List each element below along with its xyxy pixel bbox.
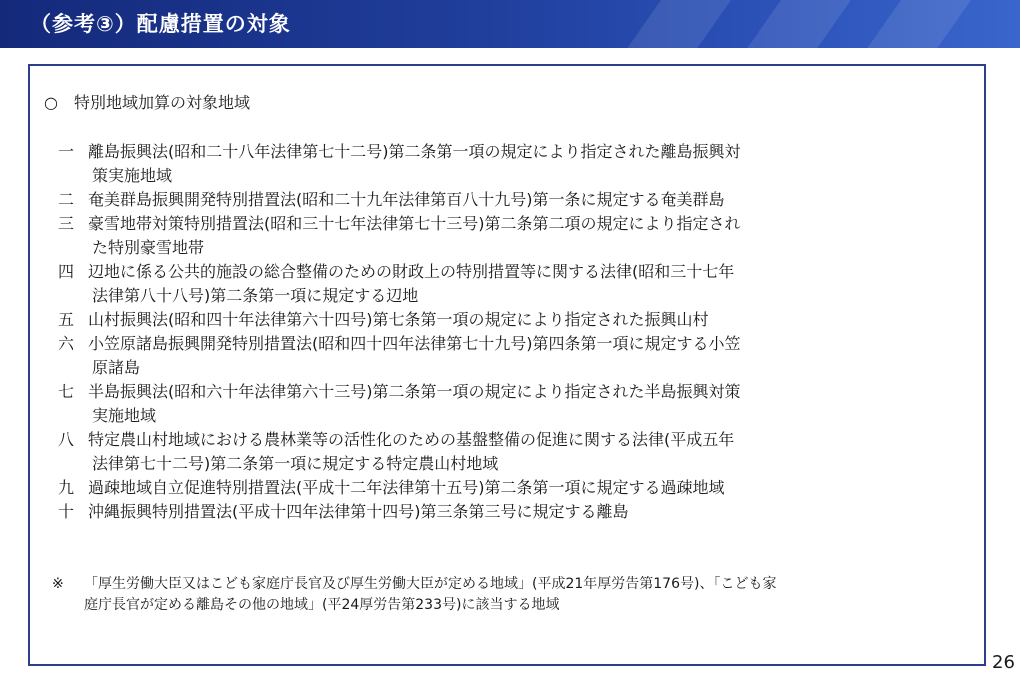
item-text-cont: 実施地域 (92, 406, 157, 425)
header-stripe (612, 0, 738, 48)
page-title: （参考③）配慮措置の対象 (30, 12, 291, 36)
footnote (52, 574, 972, 616)
item-text-cont: 法律第七十二号)第二条第一項に規定する特定農山村地域 (92, 454, 499, 473)
item-number: 三 (58, 214, 75, 233)
item-number: 八 (58, 430, 75, 449)
list-item (58, 500, 958, 524)
header-stripe (732, 0, 858, 48)
item-text-cont: 原諸島 (92, 358, 141, 377)
section-heading (44, 92, 250, 114)
item-number: 四 (58, 262, 75, 281)
item-text: 離島振興法(昭和二十八年法律第七十二号)第二条第一項の規定により指定された離島振興対 (88, 142, 741, 161)
item-text-cont: 策実施地域 (92, 166, 173, 185)
list-item (58, 476, 958, 500)
header-bar (0, 0, 1020, 48)
item-number: 六 (58, 334, 75, 353)
region-list (58, 140, 958, 524)
item-text: 特定農山村地域における農林業等の活性化のための基盤整備の促進に関する法律(平成五年 (88, 430, 735, 449)
asterisk-mark-icon: ※ (52, 576, 64, 592)
item-number: 五 (58, 310, 75, 329)
item-text: 過疎地域自立促進特別措置法(平成十二年法律第十五号)第二条第一項に規定する過疎地域 (88, 478, 725, 497)
list-item (58, 332, 958, 380)
list-item (58, 380, 958, 428)
page-number: 26 (992, 652, 1015, 673)
content-panel (28, 64, 986, 666)
list-item (58, 428, 958, 476)
item-text: 沖縄振興特別措置法(平成十四年法律第十四号)第三条第三号に規定する離島 (88, 502, 629, 521)
footnote-text: 「厚生労働大臣又はこども家庭庁長官及び厚生労働大臣が定める地域」(平成21年厚労告第176号)、「こども家 (84, 576, 777, 592)
item-text-cont: た特別豪雪地帯 (92, 238, 205, 257)
item-text: 辺地に係る公共的施設の総合整備のための財政上の特別措置等に関する法律(昭和三十七年 (88, 262, 735, 281)
item-text: 豪雪地帯対策特別措置法(昭和三十七年法律第七十三号)第二条第二項の規定により指定され (88, 214, 741, 233)
list-item (58, 212, 958, 260)
item-number: 九 (58, 478, 75, 497)
item-text: 小笠原諸島振興開発特別措置法(昭和四十四年法律第七十九号)第四条第一項に規定する小笠 (88, 334, 741, 353)
item-text-cont: 法律第八十八号)第二条第一項に規定する辺地 (92, 286, 419, 305)
item-text: 山村振興法(昭和四十年法律第六十四号)第七条第一項の規定により指定された振興山村 (88, 310, 709, 329)
item-text: 半島振興法(昭和六十年法律第六十三号)第二条第一項の規定により指定された半島振興対策 (88, 382, 741, 401)
list-item (58, 260, 958, 308)
header-stripe (852, 0, 978, 48)
item-number: 十 (58, 502, 75, 521)
list-item (58, 140, 958, 188)
footnote-text-cont: 庭庁長官が定める離島その他の地域」(平24厚労告第233号)に該当する地域 (84, 597, 560, 613)
item-number: 二 (58, 190, 75, 209)
item-number: 七 (58, 382, 75, 401)
item-text: 奄美群島振興開発特別措置法(昭和二十九年法律第百八十九号)第一条に規定する奄美群島 (88, 190, 725, 209)
list-item (58, 308, 958, 332)
section-title: 特別地域加算の対象地域 (74, 93, 251, 112)
list-item (58, 188, 958, 212)
circle-bullet-icon: ○ (44, 93, 58, 112)
item-number: 一 (58, 142, 75, 161)
